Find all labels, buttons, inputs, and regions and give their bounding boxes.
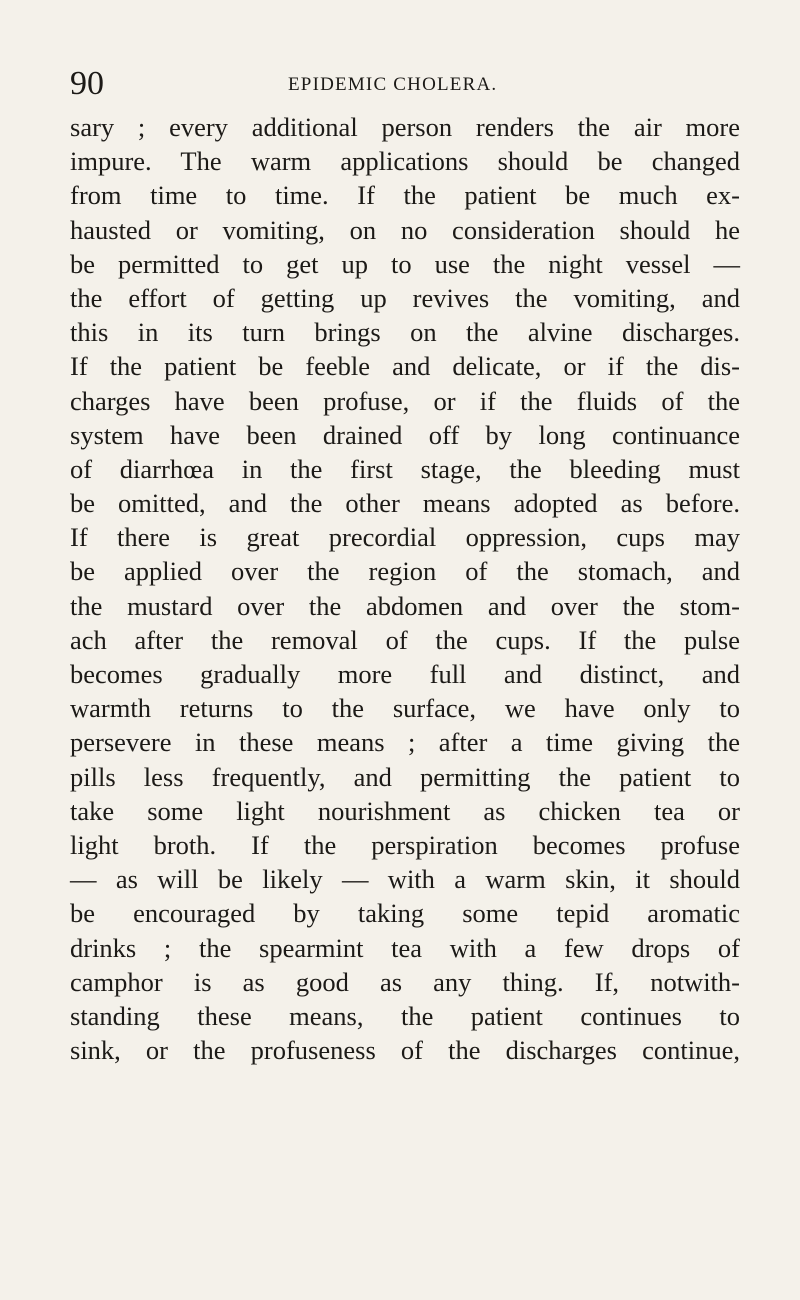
text-line: hausted or vomiting, on no consideration should he (70, 214, 740, 245)
text-line: from time to time. If the patient be much ex- (70, 180, 740, 211)
text-line: of diarrhœa in the first stage, the bleeding must (70, 453, 740, 484)
text-line: drinks ; the spearmint tea with a few drops of (70, 932, 740, 963)
text-line: light broth. If the perspiration becomes profuse (70, 829, 740, 860)
text-line: sink, or the profuseness of the discharges continue, (70, 1035, 740, 1066)
text-line: persevere in these means ; after a time giving the (70, 727, 740, 758)
text-line: becomes gradually more full and distinct, and (70, 659, 740, 689)
text-line: — as will be likely — with a warm skin, it should (70, 864, 740, 895)
text-line: take some light nourishment as chicken tea or (70, 795, 740, 826)
text-line: impure. The warm applications should be changed (70, 146, 740, 177)
text-line: If there is great precordial oppression, cups may (70, 522, 740, 553)
text-line: be permitted to get up to use the night vessel — (70, 248, 740, 279)
text-line: standing these means, the patient continues to (70, 1000, 740, 1031)
text-line: the effort of getting up revives the vomiting, and (70, 282, 740, 313)
text-line: charges have been profuse, or if the fluids of the (70, 385, 740, 416)
text-line: sary ; every additional person renders the air more (70, 112, 740, 142)
text-line: be applied over the region of the stomach, and (70, 556, 740, 587)
running-head: EPIDEMIC CHOLERA. (288, 74, 498, 95)
page-header (70, 64, 740, 104)
text-line: camphor is as good as any thing. If, notwith- (70, 966, 740, 997)
text-line: be omitted, and the other means adopted as before. (70, 488, 740, 519)
text-line: pills less frequently, and permitting the patient to (70, 761, 740, 792)
text-line: be encouraged by taking some tepid aromatic (70, 898, 740, 929)
text-line: ach after the removal of the cups. If the pulse (70, 624, 740, 655)
text-line: system have been drained off by long continuance (70, 419, 740, 450)
body-text (70, 110, 740, 1067)
text-line: the mustard over the abdomen and over the stom- (70, 590, 740, 621)
text-line: If the patient be feeble and delicate, or if the dis- (70, 351, 740, 382)
text-line: warmth returns to the surface, we have only to (70, 693, 740, 724)
page-number: 90 (70, 65, 104, 102)
text-line: this in its turn brings on the alvine discharges. (70, 317, 740, 348)
